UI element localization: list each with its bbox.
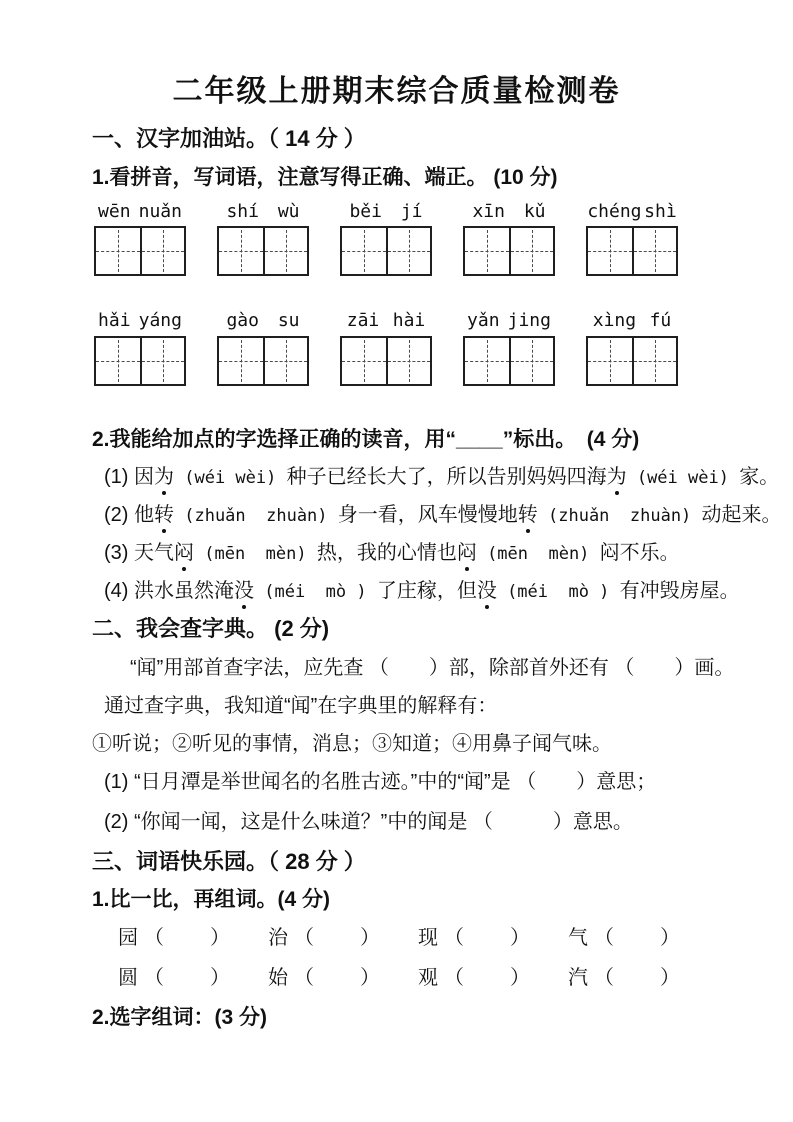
writing-cell[interactable] bbox=[632, 228, 676, 274]
pinyin-syllable: hài bbox=[392, 310, 426, 332]
pinyin-syllable: hǎi bbox=[98, 310, 131, 332]
given-character: 观 bbox=[418, 966, 438, 989]
writing-cell[interactable] bbox=[588, 338, 632, 384]
writing-cell[interactable] bbox=[465, 338, 509, 384]
pinyin-choices: (mēn mèn) bbox=[194, 544, 317, 565]
writing-cell[interactable] bbox=[509, 338, 553, 384]
dotted-char: 没 bbox=[477, 577, 497, 605]
pinyin-grid-unit bbox=[94, 201, 186, 277]
pinyin-label bbox=[340, 310, 432, 333]
section2-heading: 二、我会查字典。 (2 分) bbox=[92, 616, 330, 642]
pinyin-label bbox=[463, 310, 555, 333]
section1-q2-items bbox=[92, 463, 782, 605]
writing-cell[interactable] bbox=[96, 228, 140, 274]
writing-cell[interactable] bbox=[342, 228, 386, 274]
word-cell bbox=[268, 964, 382, 992]
section2-line1: “闻”用部首查字法，应先查 （ ）部，除部首外还有 （ ）画。 bbox=[130, 656, 735, 679]
pinyin-choices: (méi mò ) bbox=[254, 582, 377, 603]
pinyin-label bbox=[217, 201, 309, 224]
writing-cell[interactable] bbox=[140, 338, 184, 384]
pinyin-grid-unit bbox=[463, 310, 555, 386]
pinyin-label bbox=[94, 310, 186, 333]
given-character: 汽 bbox=[568, 966, 588, 989]
question-item bbox=[104, 501, 782, 529]
pinyin-grid-unit bbox=[340, 310, 432, 386]
pinyin-label bbox=[340, 201, 432, 224]
pinyin-syllable: su bbox=[277, 310, 300, 332]
writing-cell[interactable] bbox=[342, 338, 386, 384]
word-cell bbox=[568, 964, 682, 992]
word-compare-row bbox=[118, 924, 737, 952]
pinyin-syllable: wù bbox=[277, 200, 300, 222]
given-character: 治 bbox=[268, 926, 288, 949]
word-compare-row bbox=[118, 964, 737, 992]
dotted-char: 没 bbox=[234, 577, 254, 605]
word-cell bbox=[118, 964, 232, 992]
text-run: 身一看，风车慢慢地 bbox=[337, 504, 518, 527]
answer-blank[interactable]: （ ） bbox=[144, 926, 232, 949]
pinyin-grid-unit bbox=[94, 310, 186, 386]
writing-cell[interactable] bbox=[386, 228, 430, 274]
pinyin-choices: (wéi wèi) bbox=[174, 468, 287, 489]
pinyin-syllable: běi bbox=[349, 200, 382, 222]
text-run: (1) 因 bbox=[104, 466, 154, 489]
writing-cell[interactable] bbox=[386, 338, 430, 384]
writing-grid[interactable] bbox=[217, 336, 309, 386]
text-run: (4) 洪水虽然淹 bbox=[104, 580, 234, 603]
text-run: 有冲毁房屋。 bbox=[619, 580, 740, 603]
section2-line2: 通过查字典，我知道“闻”在字典里的解释有： bbox=[104, 694, 498, 717]
text-run: 闷不乐。 bbox=[599, 542, 680, 565]
writing-grid[interactable] bbox=[217, 226, 309, 276]
pinyin-label bbox=[586, 201, 678, 224]
pinyin-syllable: kǔ bbox=[523, 200, 546, 222]
pinyin-label bbox=[586, 310, 678, 333]
writing-cell[interactable] bbox=[509, 228, 553, 274]
section1-q1-label: 1.看拼音，写词语，注意写得正确、端正。 (10 分) bbox=[92, 165, 558, 189]
question-item: (2) “你闻一闻，这是什么味道？”中的闻是 （ ）意思。 bbox=[104, 810, 633, 833]
pinyin-syllable: yǎn bbox=[467, 310, 500, 332]
pinyin-syllable: shí bbox=[226, 200, 259, 222]
pinyin-choices: (wéi wèi) bbox=[626, 468, 740, 489]
word-cell bbox=[418, 924, 532, 952]
writing-cell[interactable] bbox=[219, 338, 263, 384]
word-cell bbox=[268, 924, 382, 952]
pinyin-choices: (mēn mèn) bbox=[476, 544, 600, 565]
given-character: 圆 bbox=[118, 966, 138, 989]
dotted-char: 转 bbox=[154, 501, 174, 529]
word-cell bbox=[418, 964, 532, 992]
text-run: (2) 他 bbox=[104, 504, 154, 527]
word-cell bbox=[118, 924, 232, 952]
text-run: 家。 bbox=[739, 466, 780, 489]
question-item bbox=[104, 577, 740, 605]
pinyin-syllable: wēn bbox=[98, 200, 131, 222]
pinyin-syllable: yáng bbox=[138, 310, 182, 332]
section1-heading: 一、汉字加油站。（ 14 分 ） bbox=[92, 126, 366, 151]
pinyin-syllable: fú bbox=[649, 310, 672, 332]
pinyin-syllable: nuǎn bbox=[138, 200, 182, 222]
text-run: 热，我的心情也 bbox=[316, 542, 457, 565]
pinyin-syllable: zāi bbox=[346, 310, 380, 332]
section1-q2-label: 2.我能给加点的字选择正确的读音，用“____”标出。 (4 分) bbox=[92, 427, 640, 451]
pinyin-syllable: gào bbox=[226, 310, 259, 332]
writing-cell[interactable] bbox=[632, 338, 676, 384]
text-run: 动起来。 bbox=[701, 504, 782, 527]
section3-q2-label: 2.选字组词：(3 分) bbox=[92, 1005, 268, 1029]
text-run: (3) 天气 bbox=[104, 542, 174, 565]
word-compare-rows bbox=[118, 924, 737, 992]
answer-blank[interactable]: （ ） bbox=[294, 926, 382, 949]
pinyin-syllable: chéng bbox=[587, 200, 642, 222]
pinyin-label bbox=[94, 201, 186, 224]
word-cell bbox=[568, 924, 682, 952]
pinyin-grid-unit bbox=[217, 310, 309, 386]
writing-grid[interactable] bbox=[340, 226, 432, 276]
given-character: 气 bbox=[568, 926, 588, 949]
writing-grid[interactable] bbox=[586, 336, 678, 386]
pinyin-grid-unit bbox=[463, 201, 555, 277]
writing-grid[interactable] bbox=[463, 336, 555, 386]
answer-blank[interactable]: （ ） bbox=[444, 966, 532, 989]
question-item bbox=[104, 539, 737, 567]
pinyin-grid-unit bbox=[340, 201, 432, 277]
pinyin-syllable: jí bbox=[400, 200, 423, 222]
question-item: (1) “日月潭是举世闻名的名胜古迹。”中的“闻”是 （ ）意思； bbox=[104, 770, 657, 793]
pinyin-label bbox=[463, 201, 555, 224]
pinyin-choices: (méi mò ) bbox=[496, 582, 620, 603]
text-run: 种子已经长大了，所以告别妈妈四海 bbox=[286, 466, 607, 489]
writing-cell[interactable] bbox=[263, 338, 307, 384]
dotted-char: 闷 bbox=[174, 539, 194, 567]
section2-items bbox=[92, 768, 737, 836]
writing-cell[interactable] bbox=[465, 228, 509, 274]
writing-cell[interactable] bbox=[96, 338, 140, 384]
writing-cell[interactable] bbox=[588, 228, 632, 274]
writing-grid[interactable] bbox=[340, 336, 432, 386]
section3-q1-label: 1.比一比，再组词。(4 分) bbox=[92, 888, 331, 912]
section3-heading: 三、词语快乐园。（ 28 分 ） bbox=[92, 848, 366, 874]
pinyin-choices: (zhuǎn zhuàn) bbox=[537, 506, 702, 527]
writing-cell[interactable] bbox=[263, 228, 307, 274]
dotted-char: 为 bbox=[154, 463, 174, 491]
writing-cell[interactable] bbox=[140, 228, 184, 274]
pinyin-grid-unit bbox=[586, 201, 678, 277]
answer-blank[interactable]: （ ） bbox=[444, 926, 532, 949]
dotted-char: 转 bbox=[518, 501, 538, 529]
pinyin-syllable: jing bbox=[507, 310, 551, 332]
given-character: 园 bbox=[118, 926, 138, 949]
pinyin-syllable: shì bbox=[644, 200, 677, 222]
pinyin-grid-row-2 bbox=[94, 310, 737, 386]
writing-grid[interactable] bbox=[94, 226, 186, 276]
pinyin-label bbox=[217, 310, 309, 333]
answer-blank[interactable]: （ ） bbox=[294, 966, 382, 989]
pinyin-grid-unit bbox=[586, 310, 678, 386]
answer-blank[interactable]: （ ） bbox=[144, 966, 232, 989]
answer-blank[interactable]: （ ） bbox=[594, 926, 682, 949]
question-item bbox=[104, 463, 780, 491]
writing-grid[interactable] bbox=[463, 226, 555, 276]
text-run: 了庄稼，但 bbox=[376, 580, 477, 603]
dotted-char: 为 bbox=[607, 463, 627, 491]
pinyin-choices: (zhuǎn zhuàn) bbox=[174, 506, 338, 527]
pinyin-grid-row-1 bbox=[94, 201, 737, 277]
dotted-char: 闷 bbox=[457, 539, 477, 567]
pinyin-syllable: xīn bbox=[472, 200, 505, 222]
page-title: 二年级上册期末综合质量检测卷 bbox=[172, 75, 621, 108]
pinyin-syllable: xìng bbox=[592, 310, 637, 332]
writing-grid[interactable] bbox=[586, 226, 678, 276]
answer-blank[interactable]: （ ） bbox=[594, 966, 682, 989]
given-character: 始 bbox=[268, 966, 288, 989]
given-character: 现 bbox=[418, 926, 438, 949]
writing-cell[interactable] bbox=[219, 228, 263, 274]
section2-line3: ①听说；②听见的事情，消息；③知道；④用鼻子闻气味。 bbox=[92, 732, 612, 755]
writing-grid[interactable] bbox=[94, 336, 186, 386]
pinyin-grid-unit bbox=[217, 201, 309, 277]
